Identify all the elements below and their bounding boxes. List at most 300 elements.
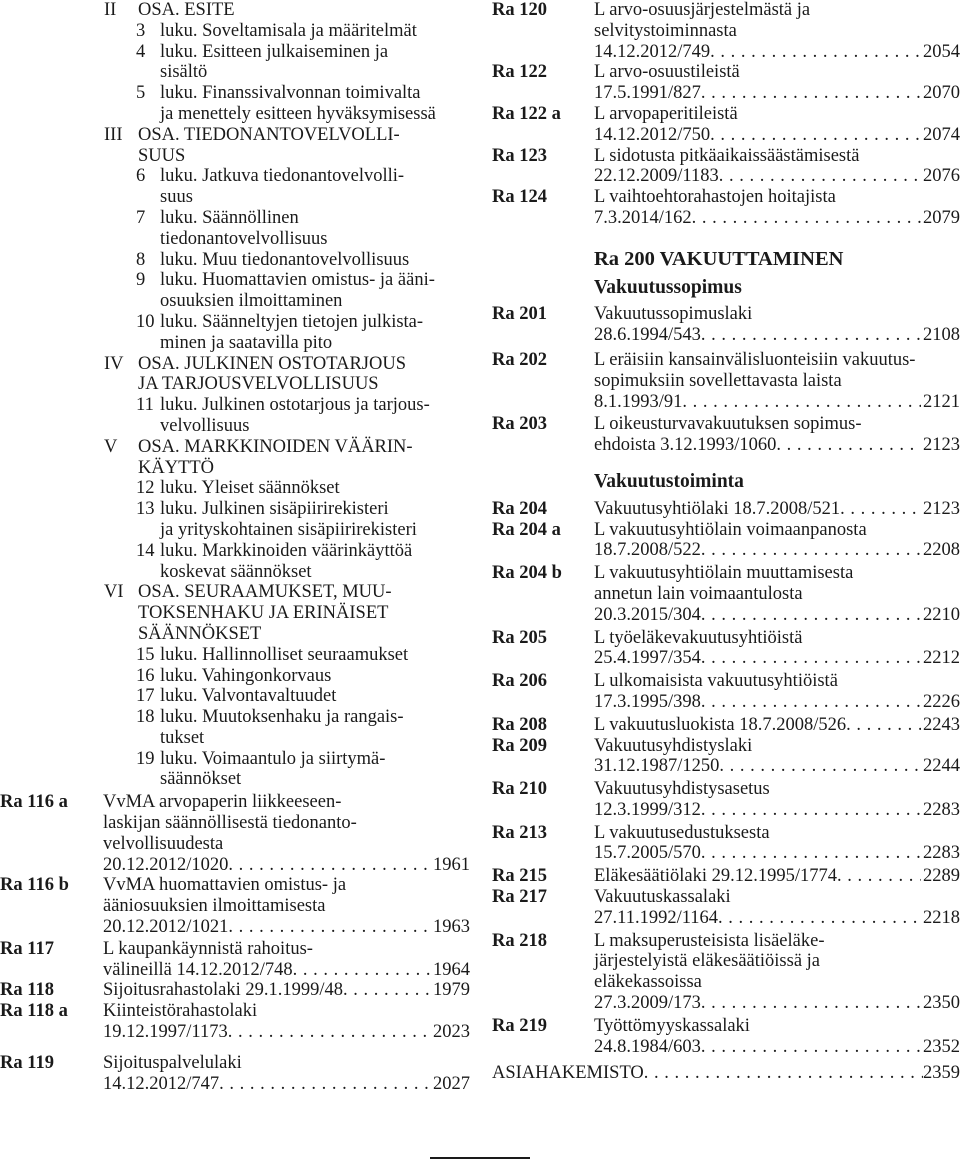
entry-last-text: 25.4.1997/354 [594, 648, 701, 669]
subsection-title-1: Vakuutussopimus [594, 276, 742, 298]
entry-title-line: annetun lain voimaantulosta [594, 583, 803, 604]
chapter-number: 17 [136, 686, 155, 707]
chapter-number: 19 [136, 748, 155, 769]
entry-code: Ra 124 [492, 187, 547, 208]
entry-last-text: Sijoitusrahastolaki 29.1.1999/48 [103, 980, 343, 1001]
entry-code: Ra 123 [492, 145, 547, 166]
entry-title-line: eläkekassoissa [594, 972, 702, 993]
entry-last-line [103, 917, 470, 938]
chapter-title-line: luku. Markkinoiden väärinkäyttöä [160, 540, 413, 561]
entry-title-line: L vakuutusedustuksesta [594, 822, 770, 843]
entry-title-line: Vakuutuskassalaki [594, 887, 731, 908]
entry-body [594, 350, 960, 412]
index-entry [492, 350, 960, 412]
index-entry [492, 1016, 960, 1058]
leader-dots [228, 1022, 431, 1043]
chapter-number: 13 [136, 499, 155, 520]
part-number: V [104, 436, 118, 457]
entry-body [594, 304, 960, 346]
entry-last-text: 19.12.1997/1173 [103, 1022, 228, 1043]
entry-last-line [594, 648, 960, 669]
entry-title-line: sopimuksiin sovellettavasta laista [594, 370, 842, 391]
index-entry [492, 823, 960, 865]
entry-last-text: Vakuutusyhtiölaki 18.7.2008/521 [594, 498, 841, 519]
entry-title-line: Vakuutusyhdistysasetus [594, 779, 770, 800]
chapter-heading [0, 707, 470, 749]
index-entry [492, 715, 960, 736]
section-title: Ra 200 VAKUUTTAMINEN [594, 247, 844, 270]
entry-last-text: 14.12.2012/749 [594, 41, 711, 62]
entry-last-line [594, 125, 960, 146]
entry-code: Ra 217 [492, 887, 547, 908]
entry-last-line [594, 1037, 960, 1058]
entry-last-text: 14.12.2012/747 [103, 1073, 220, 1094]
chapter-heading [0, 42, 470, 84]
chapter-number: 14 [136, 540, 155, 561]
entry-body [594, 887, 960, 929]
chapter-title-line: luku. Voimaantulo ja siirtymä- [160, 748, 386, 769]
entry-last-text: 8.1.1993/91 [594, 391, 683, 412]
leader-dots [701, 325, 921, 346]
chapter-title-line: luku. Säänneltyjen tietojen julkista- [160, 311, 424, 332]
entry-page: 1964 [433, 959, 470, 980]
entry-code: Ra 118 [0, 980, 54, 1001]
index-entry [492, 146, 960, 188]
entry-code: Ra 119 [0, 1052, 54, 1073]
entry-last-text: 20.12.2012/1021 [103, 917, 229, 938]
entry-body [594, 1016, 960, 1058]
chapter-title-line: osuuksien ilmoittaminen [160, 291, 343, 312]
entry-code: Ra 219 [492, 1015, 547, 1036]
entry-page: 2289 [923, 866, 960, 887]
leader-dots [692, 208, 921, 229]
entry-page: 2244 [923, 756, 960, 777]
entry-code: Ra 116 a [0, 792, 68, 813]
entry-title-line: L arvo-osuustileistä [594, 62, 740, 83]
entry-code: Ra 120 [492, 0, 547, 20]
entry-title-line: laskijan säännöllisestä tiedonanto- [103, 813, 357, 834]
footer-rule [430, 1157, 530, 1159]
chapter-number: 3 [136, 20, 146, 41]
entry-last-text: 17.3.1995/398 [594, 691, 701, 712]
chapter-number: 12 [136, 478, 155, 499]
part-title-line: OSA. MARKKINOIDEN VÄÄRIN- [138, 436, 413, 457]
entry-body [594, 563, 960, 625]
chapter-number: 10 [136, 311, 155, 332]
entry-last-text: välineillä 14.12.2012/748 [103, 959, 293, 980]
entry-page: 1979 [433, 980, 470, 1001]
chapter-title-line: ja yrityskohtainen sisäpiirirekisteri [160, 519, 417, 540]
entry-code: Ra 218 [492, 930, 547, 951]
entry-last-line [594, 42, 960, 63]
chapter-heading [0, 250, 470, 271]
outline [0, 0, 470, 790]
entry-code: Ra 208 [492, 714, 547, 735]
entry-last-line [594, 908, 960, 929]
chapter-title-line: sisältö [160, 62, 208, 83]
entry-code: Ra 116 b [0, 875, 69, 896]
entry-body [103, 1001, 470, 1043]
subsection-title-2: Vakuutustoiminta [594, 470, 744, 492]
part-title-line: TOKSENHAKU JA ERINÄISET [138, 603, 389, 624]
chapter-number: 9 [136, 270, 146, 291]
entry-title-line: Sijoituspalvelulaki [103, 1052, 242, 1073]
leader-dots [293, 960, 431, 981]
index-entry [492, 736, 960, 778]
entry-last-line [103, 1022, 470, 1043]
chapter-number: 7 [136, 207, 146, 228]
entry-page: 2210 [923, 604, 960, 625]
part-title-line: SUUS [138, 145, 186, 166]
entry-code: Ra 205 [492, 627, 547, 648]
entry-title-line: L eräisiin kansainvälisluonteisiin vakuutus- [594, 349, 916, 370]
index-entry [0, 1001, 470, 1043]
chapter-heading [0, 166, 470, 208]
entry-page: 2027 [433, 1073, 470, 1094]
index-entry [0, 792, 470, 875]
entry-page: 2076 [923, 166, 960, 187]
entry-title-line: L kaupankäynnistä rahoitus- [103, 938, 313, 959]
entry-last-text: 7.3.2014/162 [594, 207, 692, 228]
right-bottom-entries [492, 499, 960, 1058]
entry-page: 2123 [923, 435, 960, 456]
entry-last-line [103, 1074, 470, 1095]
entry-title-line: L vakuutusyhtiölain voimaanpanosta [594, 519, 867, 540]
chapter-title-line: luku. Esitteen julkaiseminen ja [160, 41, 389, 62]
entry-body [594, 823, 960, 865]
chapter-heading [0, 499, 470, 541]
chapter-heading [0, 749, 470, 791]
part-title-line: OSA. ESITE [138, 0, 235, 20]
entry-body [594, 0, 960, 62]
entry-last-line [103, 960, 470, 981]
entry-title-line: VvMA huomattavien omistus- ja [103, 875, 347, 896]
entry-code: Ra 215 [492, 866, 547, 887]
leader-dots [701, 843, 921, 864]
entry-body [594, 520, 960, 562]
entry-body [594, 146, 960, 188]
entry-page: 2023 [433, 1022, 470, 1043]
right-top-entries [492, 0, 960, 229]
entry-title-line: L maksuperusteisista lisäeläke- [594, 930, 825, 951]
entry-last-text: 12.3.1999/312 [594, 799, 701, 820]
entry-page: 2243 [923, 714, 960, 735]
chapter-title-line: luku. Julkinen ostotarjous ja tarjous- [160, 395, 430, 416]
entry-last-line [594, 83, 960, 104]
chapter-title-line: luku. Jatkuva tiedonantovelvolli- [160, 166, 405, 187]
chapter-title-line: luku. Säännöllinen [160, 207, 299, 228]
chapter-heading [0, 21, 470, 42]
entry-page: 2079 [923, 207, 960, 228]
index-entry [492, 187, 960, 229]
entry-last-text: 14.12.2012/750 [594, 124, 711, 145]
chapter-title-line: suus [160, 187, 193, 208]
chapter-number: 11 [136, 395, 154, 416]
index-entry [492, 304, 960, 346]
entry-body [594, 499, 960, 520]
entry-last-text: 20.12.2012/1020 [103, 854, 229, 875]
chapter-heading [0, 312, 470, 354]
entry-last-line [594, 166, 960, 187]
entry-title-line: Kiinteistörahastolaki [103, 1001, 258, 1022]
entry-title-line: VvMA arvopaperin liikkeeseen- [103, 792, 342, 813]
leader-dots [644, 1063, 923, 1084]
leader-dots [701, 993, 921, 1014]
chapter-heading [0, 83, 470, 125]
chapter-title-line: tiedonantovelvollisuus [160, 228, 328, 249]
entry-title-line: L ulkomaisista vakuutusyhtiöistä [594, 671, 838, 692]
entry-title-line: velvollisuudesta [103, 833, 224, 854]
leader-dots [701, 800, 921, 821]
entry-body [594, 866, 960, 887]
index-entry [492, 671, 960, 713]
chapter-heading [0, 270, 470, 312]
index-entry [492, 563, 960, 625]
leader-dots [701, 83, 921, 104]
chapter-number: 18 [136, 707, 155, 728]
entry-page: 1961 [433, 854, 470, 875]
entry-body [103, 1053, 470, 1095]
entry-code: Ra 117 [0, 938, 54, 959]
leader-dots [701, 605, 921, 626]
chapter-heading [0, 666, 470, 687]
leader-dots [840, 499, 921, 520]
chapter-title-line: luku. Yleiset säännökset [160, 478, 340, 499]
leader-dots [719, 756, 921, 777]
index-entry [492, 520, 960, 562]
entry-code: Ra 203 [492, 414, 547, 435]
index-entry [492, 628, 960, 670]
entry-page: 2352 [923, 1036, 960, 1057]
entry-body [103, 980, 470, 1001]
index-entry [492, 414, 960, 456]
leader-dots [776, 435, 921, 456]
chapter-title-line: luku. Hallinnolliset seuraamukset [160, 644, 409, 665]
entry-last-line [594, 435, 960, 456]
part-heading [0, 354, 470, 396]
entry-last-line [594, 993, 960, 1014]
chapter-title-line: säännökset [160, 769, 242, 790]
entry-body [594, 62, 960, 104]
entry-code: Ra 209 [492, 735, 547, 756]
part-title-line: OSA. TIEDONANTOVELVOLLI- [138, 124, 400, 145]
leader-dots [837, 866, 921, 887]
entry-body [594, 187, 960, 229]
part-title-line: SÄÄNNÖKSET [138, 623, 262, 644]
part-number: VI [104, 582, 124, 603]
leader-dots [718, 908, 921, 929]
part-heading [0, 125, 470, 167]
entry-title-line: L vakuutusyhtiölain muuttamisesta [594, 563, 854, 584]
entry-code: Ra 118 a [0, 1001, 68, 1022]
entry-last-line [103, 855, 470, 876]
entry-page: 2218 [923, 907, 960, 928]
index-final-label: ASIAHAKEMISTO [492, 1063, 644, 1084]
entry-last-line [594, 866, 960, 887]
chapter-heading [0, 686, 470, 707]
chapter-heading [0, 478, 470, 499]
entry-last-text: 22.12.2009/1183 [594, 166, 719, 187]
entry-code: Ra 213 [492, 822, 547, 843]
entry-code: Ra 202 [492, 349, 547, 370]
leader-dots [219, 1074, 431, 1095]
chapter-number: 4 [136, 41, 146, 62]
entry-last-text: 24.8.1984/603 [594, 1036, 701, 1057]
index-final [492, 1063, 960, 1084]
entry-code: Ra 201 [492, 304, 547, 325]
chapter-title-line: luku. Valvontavaltuudet [160, 686, 337, 707]
index-entry [492, 499, 960, 520]
entry-last-text: 27.3.2009/173 [594, 993, 701, 1014]
entry-page: 2208 [923, 540, 960, 561]
entry-title-line: Vakuutusyhdistyslaki [594, 735, 753, 756]
entry-page: 2283 [923, 843, 960, 864]
entry-page: 2283 [923, 799, 960, 820]
part-number: III [104, 124, 123, 145]
entry-page: 2121 [923, 391, 960, 412]
entry-body [594, 736, 960, 778]
entry-page: 2212 [923, 648, 960, 669]
entry-last-text: 18.7.2008/522 [594, 540, 701, 561]
leader-dots [228, 855, 431, 876]
leader-dots [343, 980, 431, 1001]
chapter-title-line: koskevat säännökset [160, 561, 312, 582]
entry-body [594, 671, 960, 713]
chapter-title-line: luku. Muu tiedonantovelvollisuus [160, 249, 410, 270]
index-entry [492, 887, 960, 929]
entry-last-text: 28.6.1994/543 [594, 325, 701, 346]
right-column [492, 0, 960, 1084]
entry-title-line: L sidotusta pitkäaikaissäästämisestä [594, 145, 860, 166]
entry-title-line: L arvo-osuusjärjestelmästä ja [594, 0, 811, 20]
leader-dots [719, 166, 921, 187]
entry-last-line [103, 980, 470, 1001]
entry-code: Ra 204 [492, 498, 547, 519]
chapter-number: 15 [136, 644, 155, 665]
entry-code: Ra 210 [492, 779, 547, 800]
chapter-number: 5 [136, 83, 146, 104]
entry-last-text: 20.3.2015/304 [594, 604, 701, 625]
entry-title-line: L työeläkevakuutusyhtiöistä [594, 627, 803, 648]
leader-dots [710, 125, 921, 146]
chapter-number: 16 [136, 665, 155, 686]
entry-title-line: L oikeusturvavakuutuksen sopimus- [594, 414, 862, 435]
chapter-title-line: velvollisuus [160, 415, 250, 436]
entry-title-line: L vaihtoehtorahastojen hoitajista [594, 187, 836, 208]
entry-body [103, 875, 470, 937]
chapter-heading [0, 645, 470, 666]
entry-body [594, 628, 960, 670]
part-title-line: OSA. JULKINEN OSTOTARJOUS [138, 353, 406, 374]
part-heading [0, 582, 470, 644]
leader-dots [701, 540, 921, 561]
entry-body [594, 715, 960, 736]
entry-page: 1963 [433, 917, 470, 938]
entry-last-text: 15.7.2005/570 [594, 843, 701, 864]
right-mid-entries [492, 304, 960, 456]
leader-dots [701, 1037, 921, 1058]
entry-last-line [594, 756, 960, 777]
entry-page: 2123 [923, 498, 960, 519]
entry-page: 2226 [923, 691, 960, 712]
entry-title-line: ääniosuuksien ilmoittamisesta [103, 896, 326, 917]
part-title-line: JA TARJOUSVELVOLLISUUS [138, 374, 379, 395]
leader-dots [682, 392, 921, 413]
index-entry [492, 866, 960, 887]
entry-last-text: Eläkesäätiölaki 29.12.1995/1774 [594, 866, 838, 887]
index-entry [0, 980, 470, 1001]
entry-last-line [594, 692, 960, 713]
chapter-title-line: minen ja saatavilla pito [160, 332, 333, 353]
index-entry [492, 0, 960, 62]
entry-last-line [594, 208, 960, 229]
entry-last-line [594, 540, 960, 561]
index-entry [492, 931, 960, 1014]
index-entry [0, 875, 470, 937]
chapter-heading [0, 541, 470, 583]
entry-last-line [594, 800, 960, 821]
entry-code: Ra 122 a [492, 103, 561, 124]
part-heading [0, 437, 470, 479]
entry-page: 2108 [923, 325, 960, 346]
left-entries [0, 792, 470, 1094]
entry-last-text: L vakuutusluokista 18.7.2008/526 [594, 714, 847, 735]
entry-title-line: Vakuutussopimuslaki [594, 304, 753, 325]
leader-dots [701, 648, 921, 669]
entry-title-line: L arvopaperitileistä [594, 103, 738, 124]
chapter-title-line: luku. Vahingonkorvaus [160, 665, 332, 686]
part-number: II [104, 0, 117, 20]
entry-body [594, 104, 960, 146]
entry-last-text: 31.12.1987/1250 [594, 756, 720, 777]
left-column [0, 0, 470, 1094]
chapter-number: 8 [136, 249, 146, 270]
entry-code: Ra 206 [492, 671, 547, 692]
entry-last-line [594, 715, 960, 736]
entry-code: Ra 204 a [492, 519, 561, 540]
chapter-title-line: luku. Muutoksenhaku ja rangais- [160, 707, 404, 728]
leader-dots [228, 917, 431, 938]
entry-body [103, 792, 470, 875]
index-entry [0, 1053, 470, 1095]
leader-dots [846, 715, 921, 736]
index-final-page: 2359 [923, 1063, 960, 1084]
chapter-title-line: ja menettely esitteen hyväksymisessä [160, 103, 436, 124]
entry-code: Ra 122 [492, 62, 547, 83]
entry-last-line [594, 325, 960, 346]
chapter-number: 6 [136, 166, 146, 187]
chapter-title-line: luku. Finanssivalvonnan toimivalta [160, 83, 421, 104]
entry-page: 2054 [923, 41, 960, 62]
entry-last-line [594, 392, 960, 413]
entry-body [594, 414, 960, 456]
entry-body [594, 931, 960, 1014]
entry-last-text: ehdoista 3.12.1993/1060 [594, 435, 777, 456]
chapter-title-line: luku. Huomattavien omistus- ja ääni- [160, 270, 435, 291]
part-title-line: KÄYTTÖ [138, 457, 215, 478]
entry-body [594, 779, 960, 821]
chapter-title-line: luku. Julkinen sisäpiirirekisteri [160, 499, 389, 520]
chapter-title-line: tukset [160, 727, 205, 748]
chapter-title-line: luku. Soveltamisala ja määritelmät [160, 20, 417, 41]
entry-title-line: selvitystoiminnasta [594, 20, 737, 41]
entry-page: 2350 [923, 993, 960, 1014]
entry-page: 2070 [923, 83, 960, 104]
entry-last-line [594, 843, 960, 864]
chapter-heading [0, 208, 470, 250]
entry-title-line: Työttömyyskassalaki [594, 1015, 750, 1036]
entry-last-line [594, 605, 960, 626]
